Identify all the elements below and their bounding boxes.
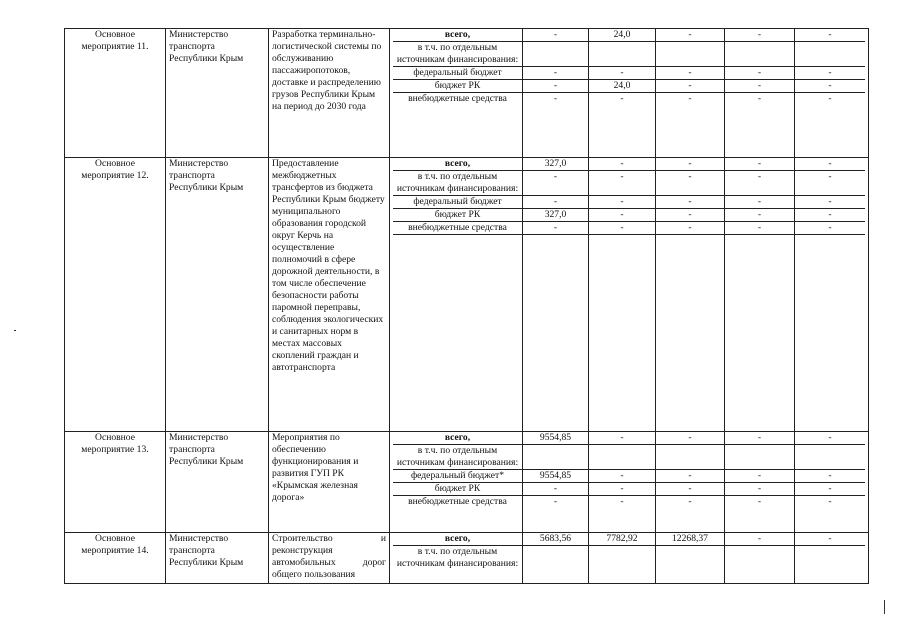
funding-label: бюджет РК bbox=[393, 483, 523, 495]
funding-value: - bbox=[828, 67, 832, 78]
funding-value bbox=[656, 546, 725, 583]
funding-value: - bbox=[725, 470, 795, 482]
funding-value: - bbox=[656, 496, 725, 532]
funding-filler bbox=[393, 235, 865, 431]
filler-cell bbox=[656, 235, 725, 431]
funding-value: - bbox=[828, 533, 832, 544]
funding-value bbox=[795, 445, 865, 469]
funding-value: - bbox=[523, 93, 589, 157]
funding-value: - bbox=[725, 209, 795, 221]
funding-value: - bbox=[523, 67, 589, 79]
funding-value: - bbox=[725, 222, 795, 234]
funding-value: - bbox=[523, 29, 589, 41]
funding-value: - bbox=[523, 222, 589, 234]
funding-label: всего, bbox=[393, 533, 523, 545]
filler-cell bbox=[795, 235, 865, 431]
description-cell: Мероприятия по обеспечению функционирования и развития ГУП РК «Крымская железная дорога» bbox=[269, 432, 390, 533]
funding-label: всего, bbox=[393, 432, 523, 444]
funding-value: - bbox=[589, 196, 656, 208]
funding-line bbox=[393, 222, 865, 235]
funding-label: в т.ч. по отдельным источникам финансирования: bbox=[393, 42, 523, 66]
funding-line bbox=[393, 533, 865, 546]
funding-value: - bbox=[828, 470, 832, 481]
description-cell: Предоставление межбюджетных трансфертов из бюджета Республики Крым бюджету муниципального образования городской округ Керчь на осуществление полномочий в сфере дорожной деятельности, в том числе обеспечение безопасности работы паромной переправы, соблюдения экологических и санитарных норм в местах массовых скоплений граждан и автотранспорта bbox=[269, 158, 390, 432]
filler-cell bbox=[523, 235, 589, 431]
funding-line bbox=[393, 196, 865, 209]
funding-value bbox=[523, 42, 589, 66]
funding-value: - bbox=[725, 29, 795, 41]
funding-line bbox=[393, 209, 865, 222]
funding-line bbox=[393, 483, 865, 496]
funding-value: - bbox=[725, 80, 795, 92]
funding-value: - bbox=[725, 171, 795, 195]
funding-label: федеральный бюджет* bbox=[393, 470, 523, 482]
page-edge-mark bbox=[14, 330, 16, 331]
filler-cell bbox=[393, 235, 523, 431]
funding-value: - bbox=[656, 470, 725, 482]
funding-value: - bbox=[828, 209, 832, 220]
funding-value: 24,0 bbox=[589, 29, 656, 41]
funding-value: - bbox=[589, 222, 656, 234]
funding-value: - bbox=[828, 171, 832, 182]
funding-value: 9554,85 bbox=[523, 470, 589, 482]
funding-cell bbox=[390, 533, 869, 584]
funding-value: - bbox=[725, 67, 795, 79]
funding-value: 12268,37 bbox=[656, 533, 725, 545]
funding-label: внебюджетные средства bbox=[393, 222, 523, 234]
table-row bbox=[65, 432, 869, 533]
page-edge-mark bbox=[884, 600, 885, 614]
funding-value: 9554,85 bbox=[523, 432, 589, 444]
funding-line bbox=[393, 445, 865, 470]
funding-line bbox=[393, 171, 865, 196]
funding-value: - bbox=[656, 29, 725, 41]
funding-cell bbox=[390, 29, 869, 158]
funding-value bbox=[795, 42, 865, 66]
funding-value: 327,0 bbox=[523, 209, 589, 221]
funding-line bbox=[393, 546, 865, 583]
funding-value: - bbox=[523, 171, 589, 195]
funding-value: - bbox=[828, 432, 832, 443]
funding-value: 5683,56 bbox=[523, 533, 589, 545]
funding-label: всего, bbox=[393, 29, 523, 41]
table-row bbox=[65, 533, 869, 584]
funding-value: 24,0 bbox=[589, 80, 656, 92]
funding-value: - bbox=[828, 80, 832, 91]
funding-value: - bbox=[725, 496, 795, 532]
funding-value: - bbox=[589, 93, 656, 157]
funding-label: бюджет РК bbox=[393, 209, 523, 221]
funding-line bbox=[393, 432, 865, 445]
funding-label: бюджет РК bbox=[393, 80, 523, 92]
table-row bbox=[65, 158, 869, 432]
funding-value: - bbox=[523, 483, 589, 495]
funding-value: - bbox=[656, 222, 725, 234]
funding-value: - bbox=[828, 222, 832, 233]
funding-value: - bbox=[656, 80, 725, 92]
funding-label: внебюджетные средства bbox=[393, 93, 523, 157]
funding-line bbox=[393, 42, 865, 67]
funding-label: федеральный бюджет bbox=[393, 67, 523, 79]
executor-cell: Министерство транспорта Республики Крым bbox=[166, 29, 269, 158]
table-row bbox=[65, 29, 869, 158]
funding-value: - bbox=[589, 496, 656, 532]
event-cell: Основное мероприятие 14. bbox=[65, 533, 166, 584]
funding-value: - bbox=[589, 171, 656, 195]
funding-value: - bbox=[656, 158, 725, 170]
funding-value: - bbox=[725, 432, 795, 444]
funding-label: федеральный бюджет bbox=[393, 196, 523, 208]
funding-value: - bbox=[725, 158, 795, 170]
funding-label: в т.ч. по отдельным источникам финансирования: bbox=[393, 171, 523, 195]
funding-value bbox=[725, 445, 795, 469]
funding-value: - bbox=[656, 196, 725, 208]
funding-value bbox=[656, 42, 725, 66]
funding-line bbox=[393, 496, 865, 532]
funding-value bbox=[589, 445, 656, 469]
executor-cell: Министерство транспорта Республики Крым bbox=[166, 432, 269, 533]
filler-cell bbox=[589, 235, 656, 431]
funding-line bbox=[393, 29, 865, 42]
funding-value: - bbox=[725, 483, 795, 495]
funding-label: всего, bbox=[393, 158, 523, 170]
funding-value bbox=[523, 546, 589, 583]
funding-label: в т.ч. по отдельным источникам финансирования: bbox=[393, 546, 523, 583]
funding-cell bbox=[390, 158, 869, 432]
funding-line bbox=[393, 93, 865, 157]
event-cell: Основное мероприятие 11. bbox=[65, 29, 166, 158]
event-cell: Основное мероприятие 12. bbox=[65, 158, 166, 432]
funding-value: - bbox=[828, 158, 832, 169]
funding-value: - bbox=[725, 93, 795, 157]
funding-value: - bbox=[589, 432, 656, 444]
funding-value: - bbox=[523, 496, 589, 532]
funding-value: 7782,92 bbox=[589, 533, 656, 545]
funding-value bbox=[795, 546, 865, 583]
funding-value bbox=[656, 445, 725, 469]
funding-value bbox=[523, 445, 589, 469]
funding-value: - bbox=[828, 483, 832, 494]
funding-line bbox=[393, 470, 865, 483]
funding-value: - bbox=[589, 67, 656, 79]
funding-value: - bbox=[523, 80, 589, 92]
funding-value: - bbox=[589, 483, 656, 495]
funding-value: - bbox=[656, 209, 725, 221]
funding-value: - bbox=[725, 533, 795, 545]
funding-label: в т.ч. по отдельным источникам финансирования: bbox=[393, 445, 523, 469]
description-cell: Разработка терминально-логистической системы по обслуживанию пассажиропотоков, доставке и распределению грузов Республики Крым на период до 2030 года bbox=[269, 29, 390, 158]
funding-value: - bbox=[589, 158, 656, 170]
executor-cell: Министерство транспорта Республики Крым bbox=[166, 533, 269, 584]
funding-value bbox=[725, 546, 795, 583]
funding-value: - bbox=[656, 483, 725, 495]
funding-line bbox=[393, 67, 865, 80]
funding-value: - bbox=[589, 470, 656, 482]
funding-value: - bbox=[589, 209, 656, 221]
event-cell: Основное мероприятие 13. bbox=[65, 432, 166, 533]
description-cell: Строительство и реконструкция автомобильных дорог общего пользования bbox=[269, 533, 390, 584]
funding-value: - bbox=[828, 496, 832, 507]
funding-value: 327,0 bbox=[523, 158, 589, 170]
funding-line bbox=[393, 80, 865, 93]
executor-cell: Министерство транспорта Республики Крым bbox=[166, 158, 269, 432]
funding-line bbox=[393, 158, 865, 171]
funding-label: внебюджетные средства bbox=[393, 496, 523, 532]
funding-value: - bbox=[656, 93, 725, 157]
funding-value: - bbox=[656, 432, 725, 444]
funding-value: - bbox=[523, 196, 589, 208]
filler-cell bbox=[725, 235, 795, 431]
funding-value: - bbox=[656, 67, 725, 79]
budget-table bbox=[64, 28, 869, 584]
funding-value: - bbox=[828, 93, 832, 104]
funding-value: - bbox=[828, 29, 832, 40]
funding-cell bbox=[390, 432, 869, 533]
funding-value: - bbox=[725, 196, 795, 208]
funding-value bbox=[589, 42, 656, 66]
funding-value: - bbox=[656, 171, 725, 195]
funding-value bbox=[589, 546, 656, 583]
funding-value: - bbox=[828, 196, 832, 207]
funding-value bbox=[725, 42, 795, 66]
